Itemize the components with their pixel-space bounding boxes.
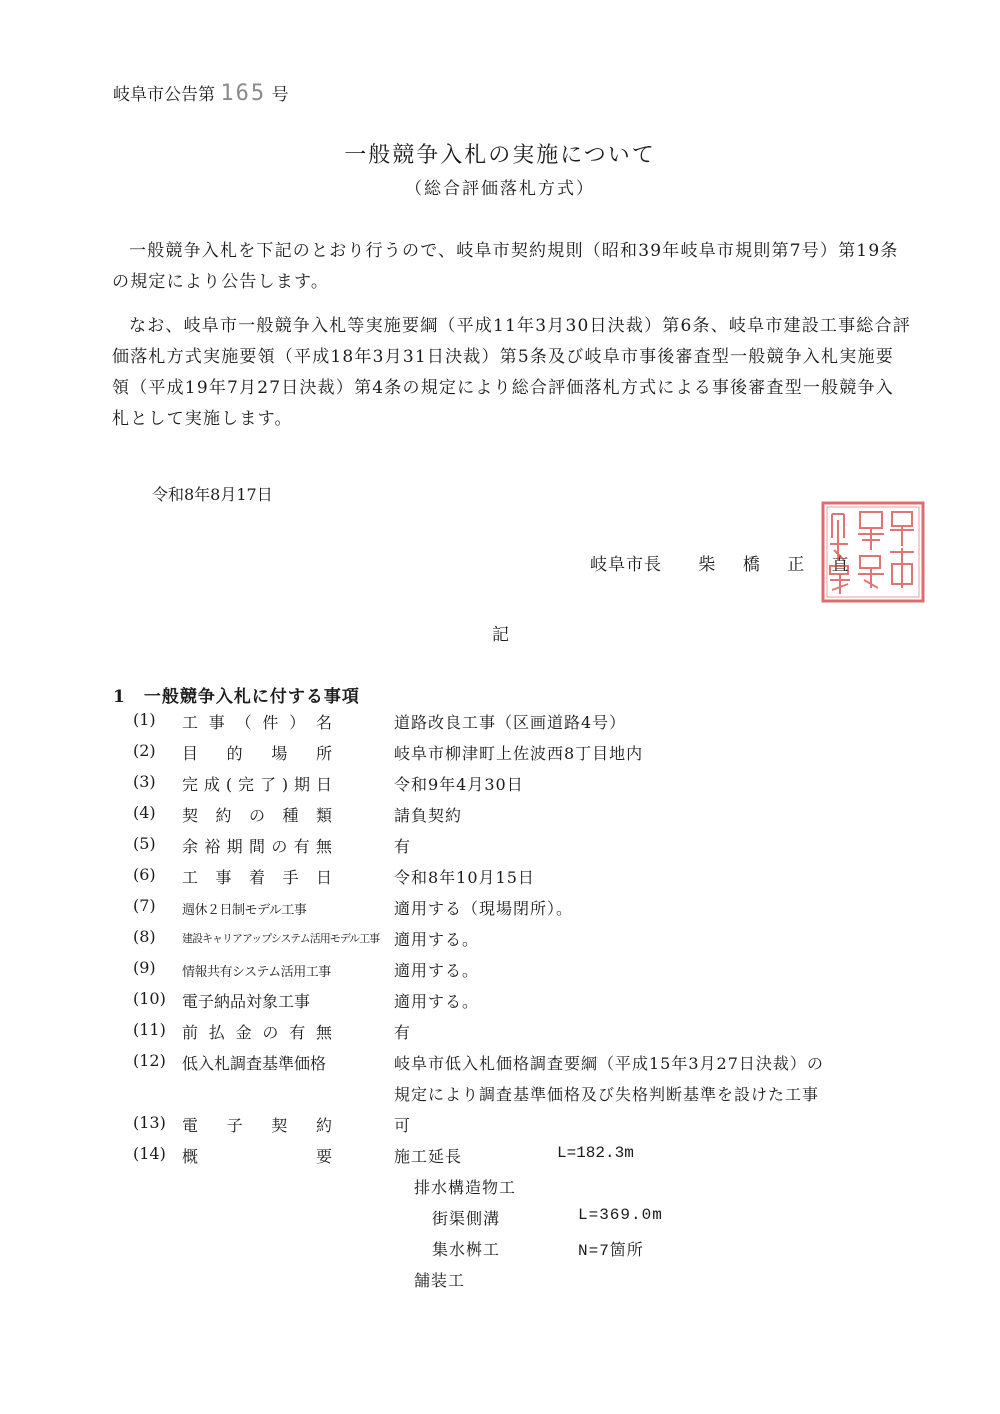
item-number: (12) — [133, 1051, 166, 1070]
item-number: (8) — [133, 927, 156, 946]
list-item — [0, 865, 1000, 896]
item-number: (11) — [133, 1020, 166, 1039]
list-item — [0, 1113, 1000, 1144]
list-item — [0, 741, 1000, 772]
item-label: 建設キャリアアップシステム活用モデル工事 — [182, 932, 380, 945]
list-item — [0, 1144, 1000, 1175]
item-value: 適用する。 — [394, 930, 480, 949]
signatory-name-char: 柴 — [698, 555, 717, 575]
item-label: 工事（件）名 — [182, 713, 332, 732]
item-label: 週休２日制モデル工事 — [182, 903, 307, 918]
list-item — [0, 958, 1000, 989]
item-value: 可 — [394, 1116, 412, 1135]
item-label: 電子契約 — [182, 1116, 332, 1135]
overview-value: L=369.0m — [578, 1206, 663, 1224]
overview-label: 街渠側溝 — [432, 1209, 501, 1228]
paragraph-announcement: 一般競争入札を下記のとおり行うので、岐阜市契約規則（昭和39年岐阜市規則第7号）第19条の規定により公告します。 — [112, 241, 899, 292]
overview-label: 集水桝工 — [432, 1240, 501, 1259]
list-item — [0, 710, 1000, 741]
item-number: (13) — [133, 1113, 166, 1132]
overview-label: 舗装工 — [414, 1271, 466, 1290]
item-value: 適用する。 — [394, 961, 480, 980]
signatory-title: 岐阜市長 — [590, 555, 662, 575]
notice-number-line — [113, 80, 289, 106]
item-label: 電子納品対象工事 — [182, 992, 311, 1011]
list-item — [0, 927, 1000, 958]
issue-date: 令和8年8月17日 — [152, 485, 273, 504]
list-item — [0, 803, 1000, 834]
item-value: 請負契約 — [394, 806, 463, 825]
item-label: 前払金の有無 — [182, 1023, 332, 1042]
notice-number: 165 — [220, 81, 267, 106]
list-item — [0, 896, 1000, 927]
item-label: 工事着手日 — [182, 868, 332, 887]
item-value: 令和9年4月30日 — [394, 775, 524, 794]
item-label: 情報共有システム活用工事 — [182, 965, 331, 980]
item-label: 余裕期間の有無 — [182, 837, 332, 856]
item-value: 有 — [394, 837, 412, 856]
item-value: 施工延長 — [394, 1147, 463, 1166]
official-seal — [820, 500, 926, 604]
item-number: (10) — [133, 989, 166, 1008]
item-number: (14) — [133, 1144, 166, 1163]
item-label: 契約の種類 — [182, 806, 332, 825]
list-item — [0, 1020, 1000, 1051]
item-number: (9) — [133, 958, 156, 977]
item-value: 令和8年10月15日 — [394, 868, 535, 887]
overview-value: N=7箇所 — [578, 1242, 644, 1260]
document-subtitle: （総合評価落札方式） — [405, 179, 595, 199]
item-number: (6) — [133, 865, 156, 884]
item-value: 岐阜市柳津町上佐波西8丁目地内 — [394, 744, 644, 763]
item-label: 完成(完了)期日 — [182, 775, 332, 794]
item-number: (7) — [133, 896, 156, 915]
overview-label: 排水構造物工 — [414, 1178, 517, 1197]
item-value: 道路改良工事（区画道路4号） — [394, 713, 627, 732]
overview-item — [414, 1175, 516, 1198]
ki-marker: 記 — [492, 625, 509, 645]
item-value-measure: L=182.3m — [557, 1144, 634, 1162]
item-value: 岐阜市低入札価格調査要綱（平成15年3月27日決裁）の — [394, 1054, 824, 1073]
overview-item — [432, 1206, 663, 1229]
overview-item — [432, 1237, 644, 1260]
item-label: 低入札調査基準価格 — [182, 1054, 327, 1073]
paragraph-implementation: なお、岐阜市一般競争入札等実施要綱（平成11年3月30日決裁）第6条、岐阜市建設工事総合評価落札方式実施要領（平成18年3月31日決裁）第5条及び岐阜市事後審査型一般競争入札実施要領（平成19年7月27日決裁）第4条の規定により総合評価落札方式による事後審査型一般競争入札として実施します。 — [112, 316, 911, 429]
item-value: 有 — [394, 1023, 412, 1042]
signatory-name-char: 正 — [787, 555, 806, 575]
item-number: (3) — [133, 772, 156, 791]
list-item — [0, 772, 1000, 803]
item-value: 適用する（現場閉所）。 — [394, 899, 574, 918]
item-label: 目的場所 — [182, 744, 332, 763]
item-value-continued: 規定により調査基準価格及び失格判断基準を設けた工事 — [394, 1085, 820, 1104]
list-item — [0, 1051, 1000, 1113]
notice-prefix: 岐阜市公告第 — [113, 85, 215, 105]
signatory-name-char: 橋 — [742, 555, 761, 575]
item-number: (4) — [133, 803, 156, 822]
notice-suffix: 号 — [271, 85, 289, 105]
list-item — [0, 989, 1000, 1020]
item-number: (1) — [133, 710, 156, 729]
signatory-name-char: 直 — [831, 555, 850, 575]
item-label: 概要 — [182, 1147, 332, 1166]
list-item — [0, 834, 1000, 865]
item-number: (2) — [133, 741, 156, 760]
item-value: 適用する。 — [394, 992, 480, 1011]
overview-item — [414, 1268, 465, 1291]
item-number: (5) — [133, 834, 156, 853]
section-heading: 1 一般競争入札に付する事項 — [113, 687, 360, 707]
document-title: 一般競争入札の実施について — [344, 143, 656, 168]
